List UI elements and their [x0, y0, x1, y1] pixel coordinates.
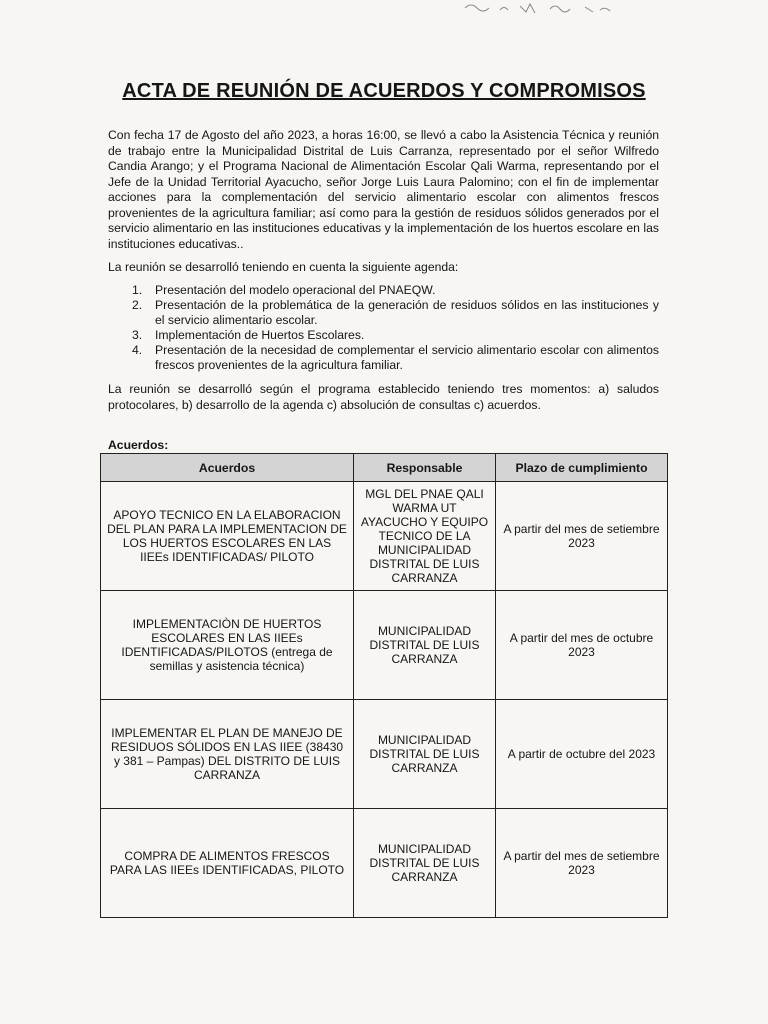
header-responsable: Responsable	[354, 454, 496, 482]
agenda-number: 1.	[132, 283, 143, 297]
agenda-number: 4.	[132, 343, 143, 357]
agenda-text: Implementación de Huertos Escolares.	[155, 328, 365, 342]
table-row	[101, 700, 668, 809]
header-plazo: Plazo de cumplimiento	[496, 454, 668, 482]
agenda-text: Presentación de la problemática de la generación de residuos sólidos en las instituciones y el servicio alimentario escolar.	[155, 298, 659, 327]
table-row	[101, 809, 668, 918]
cell-plazo: A partir del mes de setiembre 2023	[496, 809, 668, 918]
cell-acuerdo: IMPLEMENTAR EL PLAN DE MANEJO DE RESIDUOS SÓLIDOS EN LAS IIEE (38430 y 381 – Pampas) DEL DISTRITO DE LUIS CARRANZA	[101, 700, 354, 809]
agenda-number: 2.	[132, 298, 143, 312]
cell-plazo: A partir del mes de setiembre 2023	[496, 482, 668, 591]
header-acuerdos: Acuerdos	[101, 454, 354, 482]
list-item	[108, 328, 659, 343]
agenda-text: Presentación de la necesidad de complementar el servicio alimentario escolar con alimentos frescos provenientes de la agricultura familiar.	[155, 343, 659, 372]
agenda-number: 3.	[132, 328, 143, 342]
list-item	[108, 298, 659, 328]
agenda-intro: La reunión se desarrolló teniendo en cuenta la siguiente agenda:	[108, 260, 459, 274]
list-item	[108, 343, 659, 373]
intro-paragraph: Con fecha 17 de Agosto del año 2023, a horas 16:00, se llevó a cabo la Asistencia Técnica y reunión de trabajo entre la Municipalidad Distrital de Luis Carranza, representado por el señor Wilfredo Candia Arango; y el Programa Nacional de Alimentación Escolar Qali Warma, representando por el Jefe de la Unidad Territorial Ayacucho, señor Jorge Luis Laura Palomino; con el fin de implementar acciones para la complementación del servicio alimentario escolar con alimentos frescos provenientes de la agricultura familiar; así como para la gestión de residuos sólidos generados por el servicio alimentario en las instituciones educativas y la implementación de los huertos escolare en las instituciones educativas..	[108, 128, 659, 251]
closing-paragraph: La reunión se desarrolló según el programa establecido teniendo tres momentos: a) saludos protocolares, b) desarrollo de la agenda c) absolución de consultas c) acuerdos.	[108, 382, 659, 412]
cell-acuerdo: IMPLEMENTACIÒN DE HUERTOS ESCOLARES EN LAS IIEEs IDENTIFICADAS/PILOTOS (entrega de semillas y asistencia técnica)	[101, 591, 354, 700]
table-header-row	[101, 454, 668, 482]
agenda-text: Presentación del modelo operacional del PNAEQW.	[155, 283, 436, 297]
agreements-table	[100, 453, 668, 918]
list-item	[108, 283, 659, 298]
agenda-list	[108, 283, 659, 373]
cell-acuerdo: APOYO TECNICO EN LA ELABORACION DEL PLAN PARA LA IMPLEMENTACION DE LOS HUERTOS ESCOLARES EN LAS IIEEs IDENTIFICADAS/ PILOTO	[101, 482, 354, 591]
acuerdos-heading: Acuerdos:	[108, 438, 169, 452]
document-title: ACTA DE REUNIÓN DE ACUERDOS Y COMPROMISOS	[122, 80, 646, 102]
handwritten-scribble	[460, 0, 620, 18]
cell-acuerdo: COMPRA DE ALIMENTOS FRESCOS PARA LAS IIEEs IDENTIFICADAS, PILOTO	[101, 809, 354, 918]
cell-plazo: A partir de octubre del 2023	[496, 700, 668, 809]
cell-responsable: MGL DEL PNAE QALI WARMA UT AYACUCHO Y EQUIPO TECNICO DE LA MUNICIPALIDAD DISTRITAL DE LUIS CARRANZA	[354, 482, 496, 591]
cell-plazo: A partir del mes de octubre 2023	[496, 591, 668, 700]
cell-responsable: MUNICIPALIDAD DISTRITAL DE LUIS CARRANZA	[354, 591, 496, 700]
table-row	[101, 482, 668, 591]
table-row	[101, 591, 668, 700]
cell-responsable: MUNICIPALIDAD DISTRITAL DE LUIS CARRANZA	[354, 700, 496, 809]
cell-responsable: MUNICIPALIDAD DISTRITAL DE LUIS CARRANZA	[354, 809, 496, 918]
